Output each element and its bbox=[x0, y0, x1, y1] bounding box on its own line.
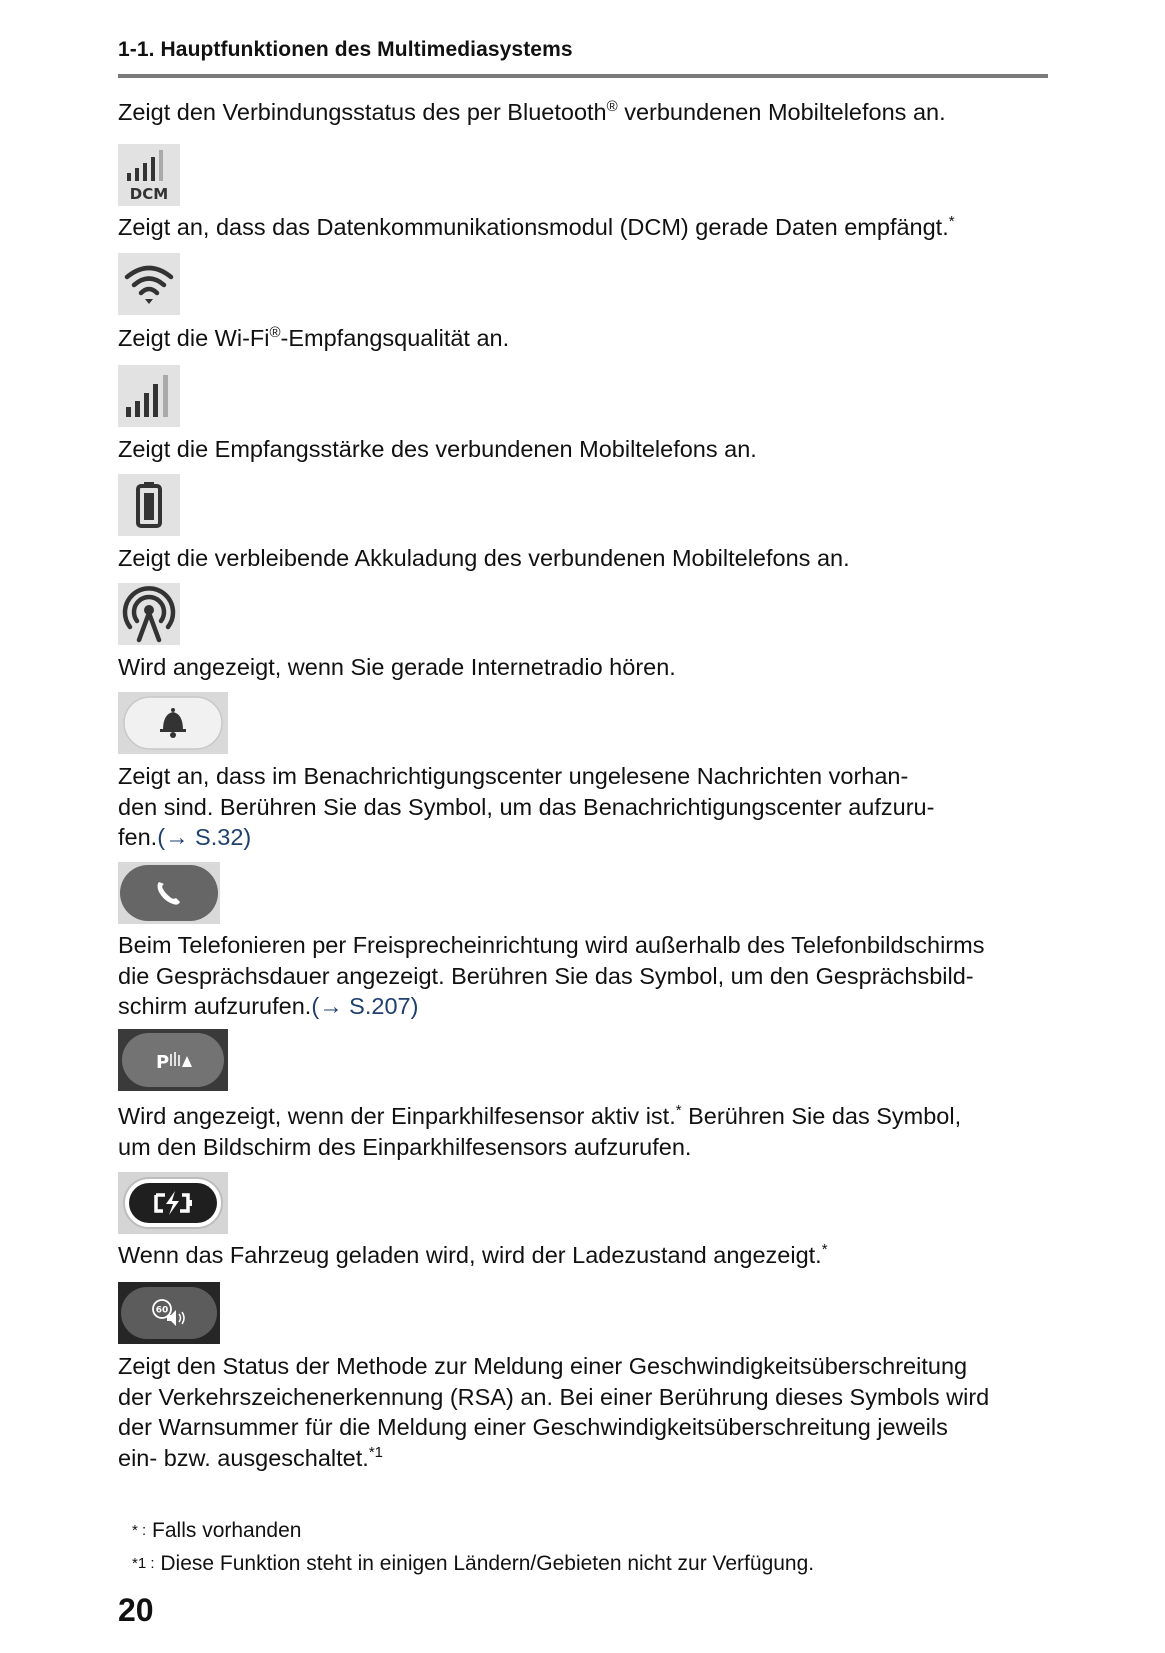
battery-description: Zeigt die verbleibende Akkuladung des verbundenen Mobiltelefons an. bbox=[118, 545, 850, 571]
battery-icon bbox=[118, 474, 180, 536]
phone-description: Beim Telefonieren per Freisprecheinrichtung wird außerhalb des Telefonbildschirms die Gesprächsdauer angezeigt. Berühren Sie das Symbol, um den Gesprächsbild- schirm aufzurufen.(→ S.207) bbox=[118, 932, 985, 1019]
speed-warning-button[interactable] bbox=[118, 1282, 220, 1344]
page-reference-link[interactable]: (→ S.207) bbox=[311, 993, 419, 1019]
section-header: 1-1. Hauptfunktionen des Multimediasystems bbox=[118, 38, 573, 61]
wifi-icon bbox=[118, 253, 180, 315]
footnote-optional: * : Falls vorhanden bbox=[132, 1519, 302, 1542]
svg-text:P: P bbox=[156, 1052, 170, 1073]
parking-sensor-button[interactable] bbox=[118, 1029, 228, 1091]
internet-radio-icon bbox=[118, 583, 180, 645]
header-divider bbox=[118, 74, 1048, 78]
dcm-signal-icon bbox=[118, 144, 180, 206]
phone-call-button[interactable] bbox=[118, 862, 220, 924]
signal-bars-icon bbox=[118, 365, 180, 427]
svg-text:60: 60 bbox=[155, 1305, 169, 1316]
footnote-region: *1 : Diese Funktion steht in einigen Ländern/Gebieten nicht zur Verfügung. bbox=[132, 1552, 815, 1575]
notification-bell-button[interactable] bbox=[118, 692, 228, 754]
wifi-description: Zeigt die Wi-Fi®-Empfangsqualität an. bbox=[118, 324, 510, 351]
internet-radio-description: Wird angezeigt, wenn Sie gerade Internetradio hören. bbox=[118, 654, 676, 680]
charging-status-button[interactable] bbox=[118, 1172, 228, 1234]
notification-description: Zeigt an, dass im Benachrichtigungscenter ungelesene Nachrichten vorhan- den sind. Berühren Sie das Symbol, um das Benachrichtigungscenter aufzuru- fen.(→ S.32) bbox=[118, 763, 935, 850]
page-reference-link[interactable]: (→ S.32) bbox=[157, 824, 252, 850]
parking-sensor-description: Wird angezeigt, wenn der Einparkhilfesensor aktiv ist.* Berühren Sie das Symbol, um den Bildschirm des Einparkhilfesensors aufzurufen. bbox=[118, 1102, 962, 1160]
page-number: 20 bbox=[118, 1592, 154, 1628]
bluetooth-status-description: Zeigt den Verbindungsstatus des per Bluetooth® verbundenen Mobiltelefons an. bbox=[118, 98, 946, 125]
signal-description: Zeigt die Empfangsstärke des verbundenen Mobiltelefons an. bbox=[118, 436, 757, 462]
charging-description: Wenn das Fahrzeug geladen wird, wird der Ladezustand angezeigt.* bbox=[118, 1241, 828, 1268]
speed-warning-description: Zeigt den Status der Methode zur Meldung einer Geschwindigkeitsüberschreitung der Verkehrszeichenerkennung (RSA) an. Bei einer Berührung dieses Symbols wird der Warnsummer für die Meldung einer Geschwindigkeitsüberschreitung jeweils ein- bzw. ausgeschaltet.$^{*1}$ bbox=[118, 1353, 990, 1471]
dcm-description: Zeigt an, dass das Datenkommunikationsmodul (DCM) gerade Daten empfängt.* bbox=[118, 213, 955, 240]
svg-text:DCM: DCM bbox=[129, 185, 169, 203]
